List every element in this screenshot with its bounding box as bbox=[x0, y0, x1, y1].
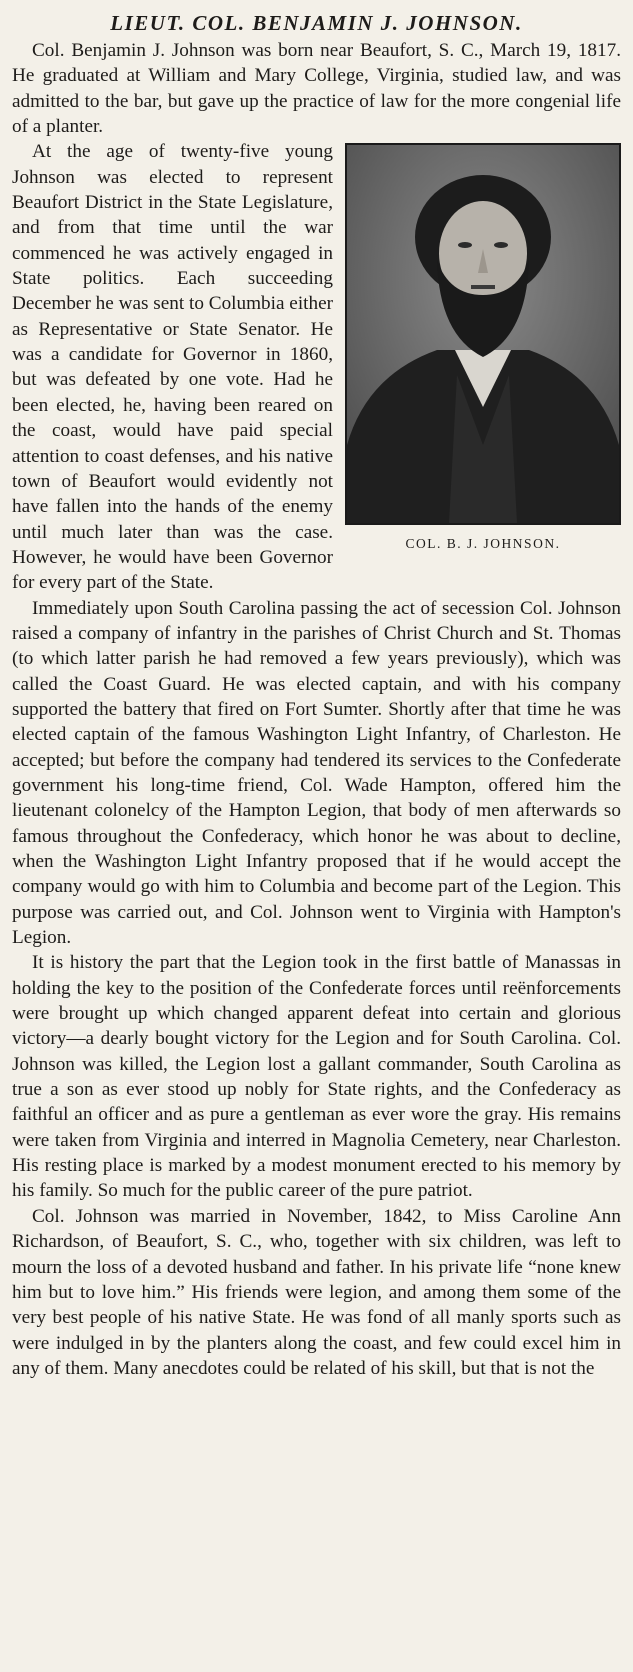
portrait-caption: COL. B. J. JOHNSON. bbox=[405, 536, 561, 552]
article-title: LIEUT. COL. BENJAMIN J. JOHNSON. bbox=[110, 11, 523, 35]
portrait-figure bbox=[345, 143, 621, 553]
portrait-photo bbox=[345, 143, 621, 525]
paragraph-secession: Immediately upon South Carolina passing the act of secession Col. Johnson raised a company of infantry in the parishes of Christ Church and St. Thomas (to which latter parish he had removed a few years previously), which was called the Coast Guard. He was elected captain, and with his company supported the battery that fired on Fort Sumter. Shortly after that time he was elected captain of the famous Washington Light Infantry, of Charleston. He accepted; but before the company had tendered its services to the Confederate government his long-time friend, Col. Wade Hampton, offered him the lieutenant colonelcy of the Hampton Legion, that body of men afterwards so famous throughout the Confederacy, which honor he was about to decline, when the Washington Light Infantry proposed that if he would accept the company would go with him to Columbia and become part of the Legion. This purpose was carried out, and Col. Johnson went to Virginia with Hampton's Legion. bbox=[12, 597, 621, 949]
paragraph-private-life: Col. Johnson was married in November, 1842, to Miss Caroline Ann Richardson, of Beaufort, S. C., who, together with six children, was left to mourn the loss of a devoted husband and father. In his private life “none knew him but to love him.” His friends were legion, and among them some of the very best people of his native State. He was fond of all manly sports such as were indulged in by the planters along the coast, and few could excel him in any of them. Many anecdotes could be related of his skill, but that is not the bbox=[12, 1205, 621, 1379]
paragraph-manassas: It is history the part that the Legion took in the first battle of Manassas in holding the key to the position of the Confederate forces until reënforcements were brought up which changed apparent defeat into certain and glorious victory—a dearly bought victory for the Legion and for South Carolina. Col. Johnson was killed, the Legion lost a gallant commander, South Carolina as true a son as ever stood up nobly for State rights, and the Confederacy as faithful an officer and as pure a gentleman as ever wore the gray. His remains were taken from Virginia and interred in Magnolia Cemetery, near Charleston. His resting place is marked by a modest monument erected to his memory by his family. So much for the public career of the pure patriot. bbox=[12, 952, 621, 1202]
paragraph-intro: Col. Benjamin J. Johnson was born near Beaufort, S. C., March 19, 1817. He graduated at William and Mary College, Virginia, studied law, and was admitted to the bar, but gave up the practice of law for the more congenial life of a planter. bbox=[12, 40, 621, 138]
paragraph-legislature: At the age of twenty-five young Johnson was elected to represent Beaufort District in the State Legislature, and from that time until the war commenced he was actively engaged in State politics. Each succeeding December he was sent to Columbia either as Representative or State Senator. He was a candidate for Governor in 1860, but was defeated by one vote. Had he been elected, he, having been reared on the coast, would have paid special attention to coast defenses, and his native town of Beaufort would evidently not have fallen into the hands of the enemy until much later than was the case. However, he would have been Governor for every part of the State. bbox=[12, 141, 333, 594]
portrait-image bbox=[347, 145, 619, 523]
